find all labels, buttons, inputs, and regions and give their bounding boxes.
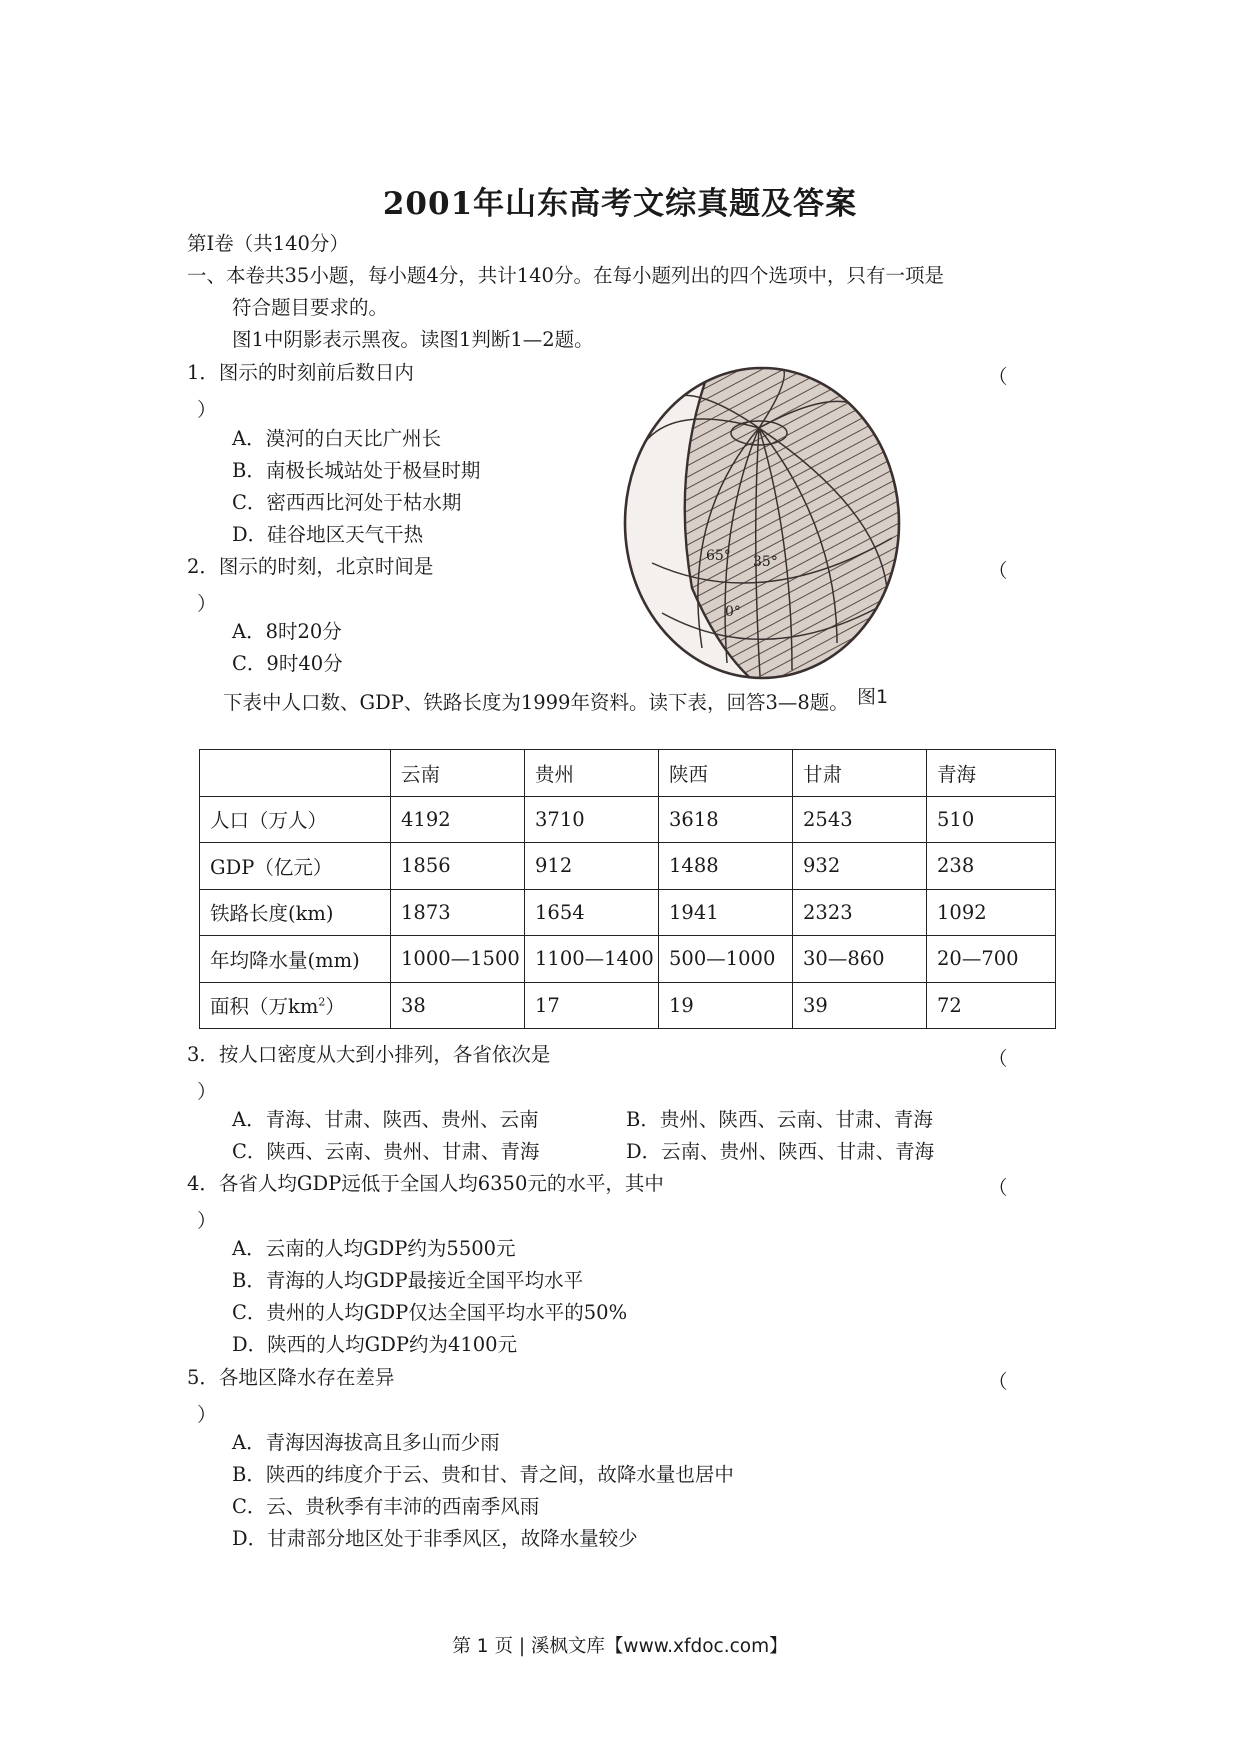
table-cell: 38 [391,982,525,1029]
table-cell: 1941 [659,889,793,936]
figure-1-caption: 图1 [855,682,890,709]
question-2-option-c: C．9时40分 [232,652,343,675]
question-5-option-a: A．青海因海拔高且多山而少雨 [232,1431,500,1454]
table-cell: 2323 [793,889,927,936]
question-3-stem: 3．按人口密度从大到小排列，各省依次是 [187,1043,551,1066]
question-4-option-a: A．云南的人均GDP约为5500元 [232,1237,516,1260]
table-header-cell: 青海 [927,750,1056,797]
instructions-line-2: 符合题目要求的。 [232,296,389,319]
table-intro: 下表中人口数、GDP、铁路长度为1999年资料。读下表，回答3—8题。 [223,691,849,714]
figure-intro: 图1中阴影表示黑夜。读图1判断1—2题。 [232,328,594,351]
question-1-stem: 1．图示的时刻前后数日内 [187,361,414,384]
question-1-option-c: C．密西西比河处于枯水期 [232,491,462,514]
table-row [200,936,1056,983]
section-header: 第Ⅰ卷（共140分） [187,232,349,255]
question-1-option-d: D．硅谷地区天气干热 [232,523,424,546]
table-cell: 1092 [927,889,1056,936]
question-4-option-b: B．青海的人均GDP最接近全国平均水平 [232,1269,584,1292]
table-cell: 19 [659,982,793,1029]
row-label: 年均降水量(mm) [200,936,391,983]
question-4-open-paren: （ [988,1176,1008,1199]
question-2-close-paren: ） [197,592,217,615]
table-cell: 500—1000 [659,936,793,983]
figure-1-globe [612,358,912,688]
table-row [200,843,1056,890]
table-cell: 932 [793,843,927,890]
table-cell: 17 [525,982,659,1029]
question-3-option-d: D．云南、贵州、陕西、甘肃、青海 [626,1140,935,1163]
table-cell: 912 [525,843,659,890]
question-1-open-paren: （ [988,365,1008,388]
question-5-option-d: D．甘肃部分地区处于非季风区，故降水量较少 [232,1527,638,1550]
data-table [199,749,1056,1029]
table-cell: 510 [927,796,1056,843]
table-cell: 1100—1400 [525,936,659,983]
table-header-cell: 贵州 [525,750,659,797]
table-cell: 238 [927,843,1056,890]
question-4-stem: 4．各省人均GDP远低于全国人均6350元的水平，其中 [187,1172,664,1195]
question-2-option-a: A．8时20分 [232,620,342,643]
row-label: 人口（万人） [200,796,391,843]
page-footer: 第 1 页 | 溪枫文库【www.xfdoc.com】 [452,1636,788,1657]
question-1-option-a: A．漠河的白天比广州长 [232,427,442,450]
question-1-option-b: B．南极长城站处于极昼时期 [232,459,481,482]
table-cell: 1873 [391,889,525,936]
table-header-cell: 陕西 [659,750,793,797]
question-5-option-c: C．云、贵秋季有丰沛的西南季风雨 [232,1495,540,1518]
latitude-label-0: 0° [725,604,741,620]
question-5-option-b: B．陕西的纬度介于云、贵和甘、青之间，故降水量也居中 [232,1463,734,1486]
table-cell: 4192 [391,796,525,843]
table-cell: 2543 [793,796,927,843]
table-row [200,796,1056,843]
table-cell: 20—700 [927,936,1056,983]
table-cell: 3710 [525,796,659,843]
row-label: 铁路长度(km) [200,889,391,936]
table-cell: 39 [793,982,927,1029]
question-4-option-d: D．陕西的人均GDP约为4100元 [232,1333,518,1356]
table-header-cell: 云南 [391,750,525,797]
row-label: GDP（亿元） [200,843,391,890]
question-1-close-paren: ） [197,398,217,421]
page-title: 2001年山东高考文综真题及答案 [382,186,858,222]
question-3-option-a: A．青海、甘肃、陕西、贵州、云南 [232,1108,539,1131]
table-header-cell [200,750,391,797]
row-label-area [200,982,391,1029]
table-cell: 1856 [391,843,525,890]
table-cell: 1000—1500 [391,936,525,983]
question-3-open-paren: （ [988,1047,1008,1070]
table-cell: 72 [927,982,1056,1029]
question-4-close-paren: ） [197,1209,217,1232]
question-2-stem: 2．图示的时刻，北京时间是 [187,555,434,578]
table-cell: 3618 [659,796,793,843]
table-row-area [200,982,1056,1029]
table-header-row [200,750,1056,797]
table-cell: 1488 [659,843,793,890]
area-label-end: ） [325,995,345,1019]
latitude-label-35: 35° [753,554,778,570]
question-5-open-paren: （ [988,1370,1008,1393]
area-label-text: 面积（万km [210,995,319,1019]
table-cell: 30—860 [793,936,927,983]
question-3-option-b: B．贵州、陕西、云南、甘肃、青海 [626,1108,933,1131]
question-4-option-c: C．贵州的人均GDP仅达全国平均水平的50% [232,1301,628,1324]
question-5-stem: 5．各地区降水存在差异 [187,1366,395,1389]
instructions-line-1: 一、本卷共35小题，每小题4分，共计140分。在每小题列出的四个选项中，只有一项是 [187,264,944,287]
table-header-cell: 甘肃 [793,750,927,797]
question-3-close-paren: ） [197,1080,217,1103]
question-3-option-c: C．陕西、云南、贵州、甘肃、青海 [232,1140,540,1163]
area-label-superscript: 2 [318,995,326,1009]
question-2-open-paren: （ [988,559,1008,582]
latitude-label-65: 65° [706,548,731,564]
table-row [200,889,1056,936]
table-cell: 1654 [525,889,659,936]
question-5-close-paren: ） [197,1403,217,1426]
